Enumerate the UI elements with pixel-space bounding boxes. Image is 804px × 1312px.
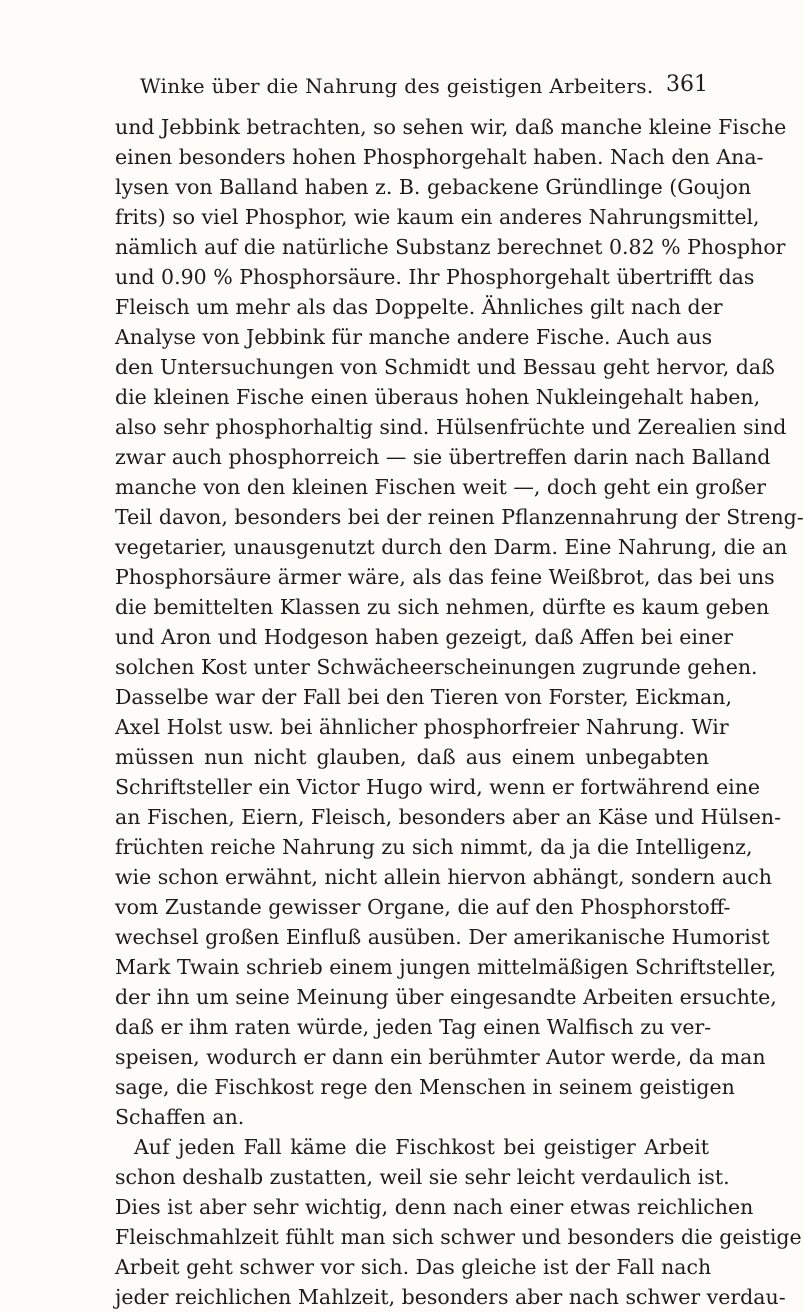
running-title: Winke über die Nahrung des geistigen Arbeiters. <box>140 74 654 98</box>
text-line: lysen von Balland haben z. B. gebackene Gründlinge (Goujon <box>115 175 752 199</box>
paragraph-start-line: Auf jeden Fall käme die Fischkost bei geistiger Arbeit <box>134 1135 709 1159</box>
text-line: Arbeit geht schwer vor sich. Das gleiche ist der Fall nach <box>115 1255 712 1279</box>
text-line: Axel Holst usw. bei ähnlicher phosphorfreier Nahrung. Wir <box>115 715 729 739</box>
text-line: Dasselbe war der Fall bei den Tieren von Forster, Eickman, <box>115 685 732 709</box>
text-line: vom Zustande gewisser Organe, die auf den Phosphorstoff- <box>115 895 731 919</box>
text-line: solchen Kost unter Schwächeerscheinungen zugrunde gehen. <box>115 655 758 679</box>
text-line: manche von den kleinen Fischen weit —, doch geht ein großer <box>115 475 767 499</box>
page-number: 361 <box>666 72 708 97</box>
text-line: und Jebbink betrachten, so sehen wir, daß manche kleine Fische <box>115 115 787 139</box>
text-line: zwar auch phosphorreich — sie übertreffen darin nach Balland <box>115 445 771 469</box>
text-line: Analyse von Jebbink für manche andere Fische. Auch aus <box>115 325 713 349</box>
paragraph-end-line: Schaffen an. <box>115 1105 245 1129</box>
text-line: und Aron und Hodgeson haben gezeigt, daß Affen bei einer <box>115 625 734 649</box>
text-line: der ihn um seine Meinung über eingesandte Arbeiten ersuchte, <box>115 985 777 1009</box>
text-line: den Untersuchungen von Schmidt und Bessau geht hervor, daß <box>115 355 775 379</box>
text-line: schon deshalb zustatten, weil sie sehr leicht verdaulich ist. <box>115 1165 730 1189</box>
text-line: die bemittelten Klassen zu sich nehmen, dürfte es kaum geben <box>115 595 770 619</box>
text-line: Dies ist aber sehr wichtig, denn nach einer etwas reichlichen <box>115 1195 754 1219</box>
text-line: sage, die Fischkost rege den Menschen in seinem geistigen <box>115 1075 735 1099</box>
text-line: und 0.90 % Phosphorsäure. Ihr Phosphorgehalt übertrifft das <box>115 265 755 289</box>
text-line: vegetarier, unausgenutzt durch den Darm. Eine Nahrung, die an <box>115 535 788 559</box>
text-line: nämlich auf die natürliche Substanz berechnet 0.82 % Phosphor <box>115 235 786 259</box>
text-line: Mark Twain schrieb einem jungen mittelmäßigen Schriftsteller, <box>115 955 777 979</box>
text-line: die kleinen Fische einen überaus hohen Nukleingehalt haben, <box>115 385 761 409</box>
text-line: müssen nun nicht glauben, daß aus einem unbegabten <box>115 745 709 769</box>
text-line: speisen, wodurch er dann ein berühmter Autor werde, da man <box>115 1045 766 1069</box>
text-line: wechsel großen Einfluß ausüben. Der amerikanische Humorist <box>115 925 770 949</box>
text-line: daß er ihm raten würde, jeden Tag einen Walfisch zu ver- <box>115 1015 712 1039</box>
text-line: Phosphorsäure ärmer wäre, als das feine Weißbrot, das bei uns <box>115 565 775 589</box>
text-line: also sehr phosphorhaltig sind. Hülsenfrüchte und Zerealien sind <box>115 415 787 439</box>
text-line: an Fischen, Eiern, Fleisch, besonders aber an Käse und Hülsen- <box>115 805 781 829</box>
text-line: wie schon erwähnt, nicht allein hiervon abhängt, sondern auch <box>115 865 772 889</box>
text-line: einen besonders hohen Phosphorgehalt haben. Nach den Ana- <box>115 145 764 169</box>
text-line: Fleisch um mehr als das Doppelte. Ähnliches gilt nach der <box>115 295 723 319</box>
text-line: jeder reichlichen Mahlzeit, besonders aber nach schwer verdau- <box>115 1285 786 1309</box>
text-line: frits) so viel Phosphor, wie kaum ein anderes Nahrungsmittel, <box>115 205 760 229</box>
text-line: Teil davon, besonders bei der reinen Pflanzennahrung der Streng- <box>115 505 804 529</box>
text-line: Schriftsteller ein Victor Hugo wird, wenn er fortwährend eine <box>115 775 761 799</box>
text-line: früchten reiche Nahrung zu sich nimmt, da ja die Intelligenz, <box>115 835 753 859</box>
text-line: Fleischmahlzeit fühlt man sich schwer und besonders die geistige <box>115 1225 802 1249</box>
